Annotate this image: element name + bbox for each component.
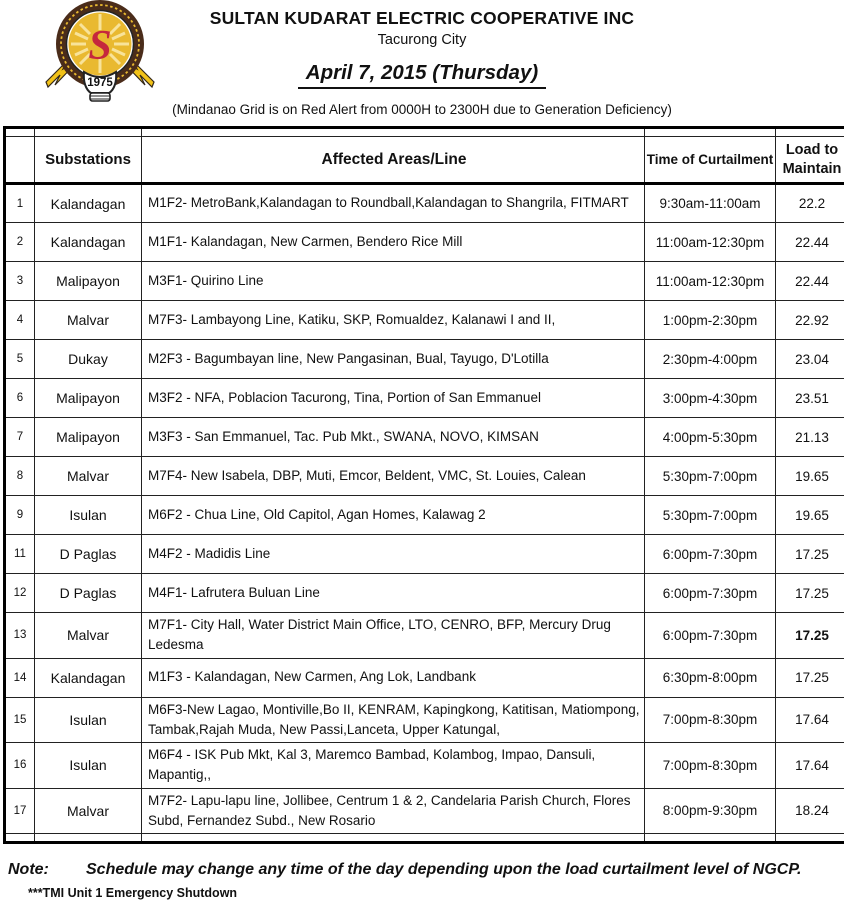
col-header-time: Time of Curtailment <box>645 137 776 184</box>
time-of-curtailment-cell: 6:30pm-8:00pm <box>645 658 776 697</box>
note-text: Schedule may change any time of the day depending upon the load curtailment level of NGCP. <box>86 861 802 878</box>
affected-areas-cell: M1F3 - Kalandagan, New Carmen, Ang Lok, Landbank <box>142 658 645 697</box>
affected-areas-cell: M3F2 - NFA, Poblacion Tacurong, Tina, Portion of San Emmanuel <box>142 379 645 418</box>
load-to-maintain-cell: 17.25 <box>776 535 844 574</box>
logo-year: 1975 <box>87 77 113 89</box>
bulb-screw-base <box>90 93 110 101</box>
logo-letter-s: S <box>88 23 112 69</box>
organization-name: SULTAN KUDARAT ELECTRIC COOPERATIVE INC <box>209 8 635 28</box>
affected-areas-cell: M1F1- Kalandagan, New Carmen, Bendero Rice Mill <box>142 223 645 262</box>
table-row <box>5 418 844 457</box>
time-of-curtailment-cell: 2:30pm-4:00pm <box>645 340 776 379</box>
curtailment-schedule-table <box>3 126 844 844</box>
substation-cell: Malvar <box>35 613 142 659</box>
table-row <box>5 697 844 743</box>
substation-cell: D Paglas <box>35 574 142 613</box>
schedule-rows <box>5 184 844 834</box>
affected-areas-cell: M6F2 - Chua Line, Old Capitol, Agan Homes, Kalawag 2 <box>142 496 645 535</box>
time-of-curtailment-cell: 6:00pm-7:30pm <box>645 535 776 574</box>
time-of-curtailment-cell: 6:00pm-7:30pm <box>645 613 776 659</box>
red-alert-notice: (Mindanao Grid is on Red Alert from 0000H to 2300H due to Generation Deficiency) <box>172 102 672 117</box>
row-number: 2 <box>5 223 35 262</box>
load-to-maintain-cell: 23.04 <box>776 340 844 379</box>
load-to-maintain-cell: 17.25 <box>776 658 844 697</box>
schedule-date-title: April 7, 2015 (Thursday) <box>298 61 546 89</box>
load-to-maintain-cell: 22.44 <box>776 223 844 262</box>
tmi-footnote: ***TMI Unit 1 Emergency Shutdown <box>28 886 238 900</box>
affected-areas-cell: M7F1- City Hall, Water District Main Office, LTO, CENRO, BFP, Mercury Drug Ledesma <box>142 613 645 659</box>
col-header-number <box>5 137 35 184</box>
substation-cell: Malvar <box>35 788 142 834</box>
row-number: 17 <box>5 788 35 834</box>
load-to-maintain-cell: 22.44 <box>776 262 844 301</box>
time-of-curtailment-cell: 7:00pm-8:30pm <box>645 697 776 743</box>
row-number: 11 <box>5 535 35 574</box>
affected-areas-cell: M1F2- MetroBank,Kalandagan to Roundball,Kalandagan to Shangrila, FITMART <box>142 184 645 223</box>
load-to-maintain-cell: 17.25 <box>776 574 844 613</box>
affected-areas-cell: M7F4- New Isabela, DBP, Muti, Emcor, Beldent, VMC, St. Louies, Calean <box>142 457 645 496</box>
row-number: 3 <box>5 262 35 301</box>
time-of-curtailment-cell: 6:00pm-7:30pm <box>645 574 776 613</box>
cooperative-logo <box>42 0 158 106</box>
table-row <box>5 457 844 496</box>
note-row <box>8 861 844 879</box>
table-row <box>5 184 844 223</box>
load-to-maintain-cell: 17.64 <box>776 743 844 789</box>
affected-areas-cell: M3F1- Quirino Line <box>142 262 645 301</box>
load-to-maintain-cell: 22.2 <box>776 184 844 223</box>
row-number: 14 <box>5 658 35 697</box>
row-number: 9 <box>5 496 35 535</box>
col-header-affected-areas: Affected Areas/Line <box>142 137 645 184</box>
time-of-curtailment-cell: 11:00am-12:30pm <box>645 223 776 262</box>
time-of-curtailment-cell: 5:30pm-7:00pm <box>645 457 776 496</box>
row-number: 12 <box>5 574 35 613</box>
row-number: 4 <box>5 301 35 340</box>
table-row <box>5 262 844 301</box>
table-row <box>5 613 844 659</box>
load-to-maintain-cell: 18.24 <box>776 788 844 834</box>
table-row <box>5 535 844 574</box>
table-row <box>5 340 844 379</box>
time-of-curtailment-cell: 4:00pm-5:30pm <box>645 418 776 457</box>
table-row <box>5 379 844 418</box>
substation-cell: Malipayon <box>35 379 142 418</box>
spacer-row-bottom <box>5 834 844 843</box>
row-number: 1 <box>5 184 35 223</box>
substation-cell: Kalandagan <box>35 658 142 697</box>
affected-areas-cell: M2F3 - Bagumbayan line, New Pangasinan, Bual, Tayugo, D'Lotilla <box>142 340 645 379</box>
affected-areas-cell: M3F3 - San Emmanuel, Tac. Pub Mkt., SWANA, NOVO, KIMSAN <box>142 418 645 457</box>
table-row <box>5 743 844 789</box>
substation-cell: Malvar <box>35 301 142 340</box>
affected-areas-cell: M6F4 - ISK Pub Mkt, Kal 3, Maremco Bambad, Kolambog, Impao, Dansuli, Mapantig,, <box>142 743 645 789</box>
substation-cell: Malipayon <box>35 262 142 301</box>
row-number: 15 <box>5 697 35 743</box>
substation-cell: Isulan <box>35 743 142 789</box>
substation-cell: Malvar <box>35 457 142 496</box>
time-of-curtailment-cell: 5:30pm-7:00pm <box>645 496 776 535</box>
load-to-maintain-cell: 21.13 <box>776 418 844 457</box>
load-to-maintain-cell: 19.65 <box>776 457 844 496</box>
time-of-curtailment-cell: 3:00pm-4:30pm <box>645 379 776 418</box>
table-row <box>5 496 844 535</box>
affected-areas-cell: M7F2- Lapu-lapu line, Jollibee, Centrum 1 & 2, Candelaria Parish Church, Flores Subd, Fernandez Subd., New Rosario <box>142 788 645 834</box>
spacer-row-top <box>5 128 844 137</box>
time-of-curtailment-cell: 8:00pm-9:30pm <box>645 788 776 834</box>
table-row <box>5 223 844 262</box>
load-to-maintain-cell: 19.65 <box>776 496 844 535</box>
substation-cell: D Paglas <box>35 535 142 574</box>
table-row <box>5 301 844 340</box>
row-number: 7 <box>5 418 35 457</box>
load-to-maintain-cell: 17.64 <box>776 697 844 743</box>
load-to-maintain-cell: 22.92 <box>776 301 844 340</box>
load-to-maintain-cell: 17.25 <box>776 613 844 659</box>
affected-areas-cell: M6F3-New Lagao, Montiville,Bo II, KENRAM, Kapingkong, Katitisan, Matiompong, Tambak,Rajah Muda, New Passi,Lanceta, Upper Katungal, <box>142 697 645 743</box>
substation-cell: Kalandagan <box>35 223 142 262</box>
load-to-maintain-cell: 23.51 <box>776 379 844 418</box>
time-of-curtailment-cell: 1:00pm-2:30pm <box>645 301 776 340</box>
substation-cell: Kalandagan <box>35 184 142 223</box>
substation-cell: Isulan <box>35 697 142 743</box>
table-row <box>5 574 844 613</box>
row-number: 13 <box>5 613 35 659</box>
time-of-curtailment-cell: 9:30am-11:00am <box>645 184 776 223</box>
table-head-section <box>5 128 844 184</box>
city-subtitle: Tacurong City <box>377 32 467 48</box>
substation-cell: Malipayon <box>35 418 142 457</box>
time-of-curtailment-cell: 7:00pm-8:30pm <box>645 743 776 789</box>
col-header-load: Load to Maintain <box>776 137 844 184</box>
affected-areas-cell: M4F1- Lafrutera Buluan Line <box>142 574 645 613</box>
row-number: 6 <box>5 379 35 418</box>
substation-cell: Isulan <box>35 496 142 535</box>
row-number: 8 <box>5 457 35 496</box>
row-number: 16 <box>5 743 35 789</box>
affected-areas-cell: M7F3- Lambayong Line, Katiku, SKP, Romualdez, Kalanawi I and II, <box>142 301 645 340</box>
affected-areas-cell: M4F2 - Madidis Line <box>142 535 645 574</box>
row-number: 5 <box>5 340 35 379</box>
table-row <box>5 658 844 697</box>
table-foot-section <box>5 834 844 843</box>
time-of-curtailment-cell: 11:00am-12:30pm <box>645 262 776 301</box>
substation-cell: Dukay <box>35 340 142 379</box>
table-row <box>5 788 844 834</box>
note-label: Note: <box>8 861 49 878</box>
col-header-substations: Substations <box>35 137 142 184</box>
header-row <box>5 137 844 184</box>
lightbulb-logo-icon <box>42 0 158 106</box>
